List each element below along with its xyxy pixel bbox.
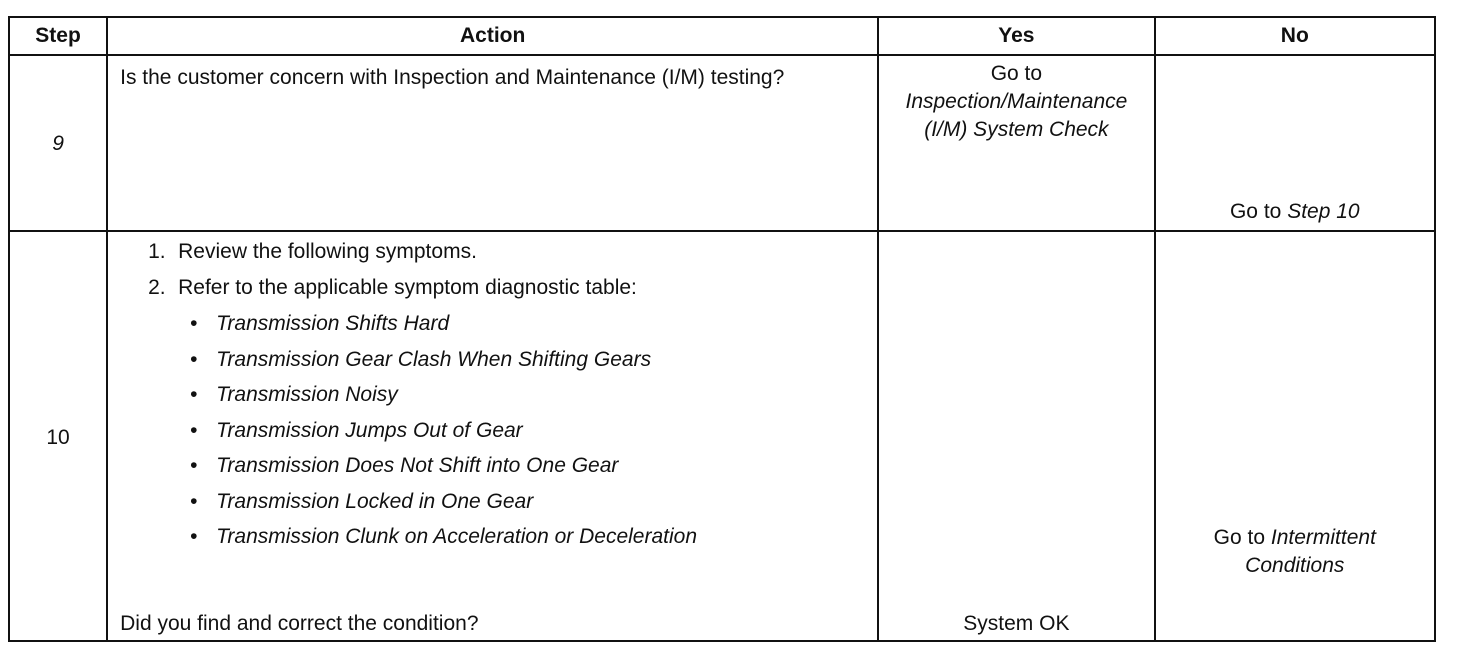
im-system-check-link-line1[interactable]: Inspection/Maintenance xyxy=(905,90,1128,113)
header-no: No xyxy=(1155,17,1435,55)
header-step: Step xyxy=(9,17,107,55)
yes-result xyxy=(879,60,1153,144)
intermittent-conditions-link-line2[interactable]: Conditions xyxy=(1245,554,1345,577)
no-result xyxy=(1156,198,1434,226)
list-item xyxy=(190,379,697,415)
table-row-step-10 xyxy=(9,231,1435,641)
symptom-link[interactable]: Transmission Clunk on Acceleration or Deceleration xyxy=(216,525,698,548)
bullet-icon: • xyxy=(190,454,198,477)
bullet-icon: • xyxy=(190,383,198,406)
bullet-icon: • xyxy=(190,347,198,371)
header-action: Action xyxy=(107,17,878,55)
no-cell xyxy=(1155,55,1435,231)
list-number: 1. xyxy=(148,240,166,263)
list-item xyxy=(148,236,637,272)
list-item xyxy=(190,521,697,557)
bullet-icon: • xyxy=(190,489,198,513)
bullet-icon: • xyxy=(190,525,198,548)
instruction-text: Review the following symptoms. xyxy=(178,240,477,263)
diagnostic-table xyxy=(8,16,1436,642)
symptom-link[interactable]: Transmission Noisy xyxy=(216,383,398,406)
action-question: Is the customer concern with Inspection and Maintenance (I/M) testing? xyxy=(120,66,785,89)
yes-prefix: Go to xyxy=(990,62,1043,85)
table-row-step-9 xyxy=(9,55,1435,231)
no-result xyxy=(1156,524,1434,580)
instruction-text: Refer to the applicable symptom diagnostic table: xyxy=(178,276,637,299)
bullet-icon: • xyxy=(190,418,198,442)
list-item xyxy=(190,344,697,380)
symptom-list xyxy=(190,308,697,557)
list-number: 2. xyxy=(148,276,166,299)
step-number: 10 xyxy=(46,426,70,449)
symptom-link[interactable]: Transmission Gear Clash When Shifting Gears xyxy=(216,347,652,371)
yes-result: System OK xyxy=(963,612,1070,635)
step-10-link[interactable]: Step 10 xyxy=(1287,200,1360,223)
list-item xyxy=(190,308,697,344)
im-system-check-link-line2[interactable]: (I/M) System Check xyxy=(924,118,1109,141)
yes-cell xyxy=(878,231,1154,641)
instruction-list xyxy=(148,236,637,308)
action-cell xyxy=(107,55,878,231)
symptom-link[interactable]: Transmission Shifts Hard xyxy=(216,312,450,335)
step-cell xyxy=(9,231,107,641)
symptom-link[interactable]: Transmission Does Not Shift into One Gear xyxy=(216,454,619,477)
header-row xyxy=(9,17,1435,55)
list-item xyxy=(190,450,697,486)
bullet-icon: • xyxy=(190,312,198,335)
no-prefix: Go to xyxy=(1229,200,1282,223)
symptom-link[interactable]: Transmission Locked in One Gear xyxy=(216,489,534,513)
action-cell xyxy=(107,231,878,641)
list-item xyxy=(148,272,637,308)
header-yes: Yes xyxy=(878,17,1154,55)
yes-cell xyxy=(878,55,1154,231)
symptom-link[interactable]: Transmission Jumps Out of Gear xyxy=(216,418,523,442)
step-cell xyxy=(9,55,107,231)
intermittent-conditions-link-line1[interactable]: Intermittent xyxy=(1270,526,1376,549)
list-item xyxy=(190,415,697,451)
action-question: Did you find and correct the condition? xyxy=(120,612,479,635)
list-item xyxy=(190,486,697,522)
no-cell xyxy=(1155,231,1435,641)
no-prefix: Go to xyxy=(1213,526,1266,549)
step-number: 9 xyxy=(52,132,64,155)
